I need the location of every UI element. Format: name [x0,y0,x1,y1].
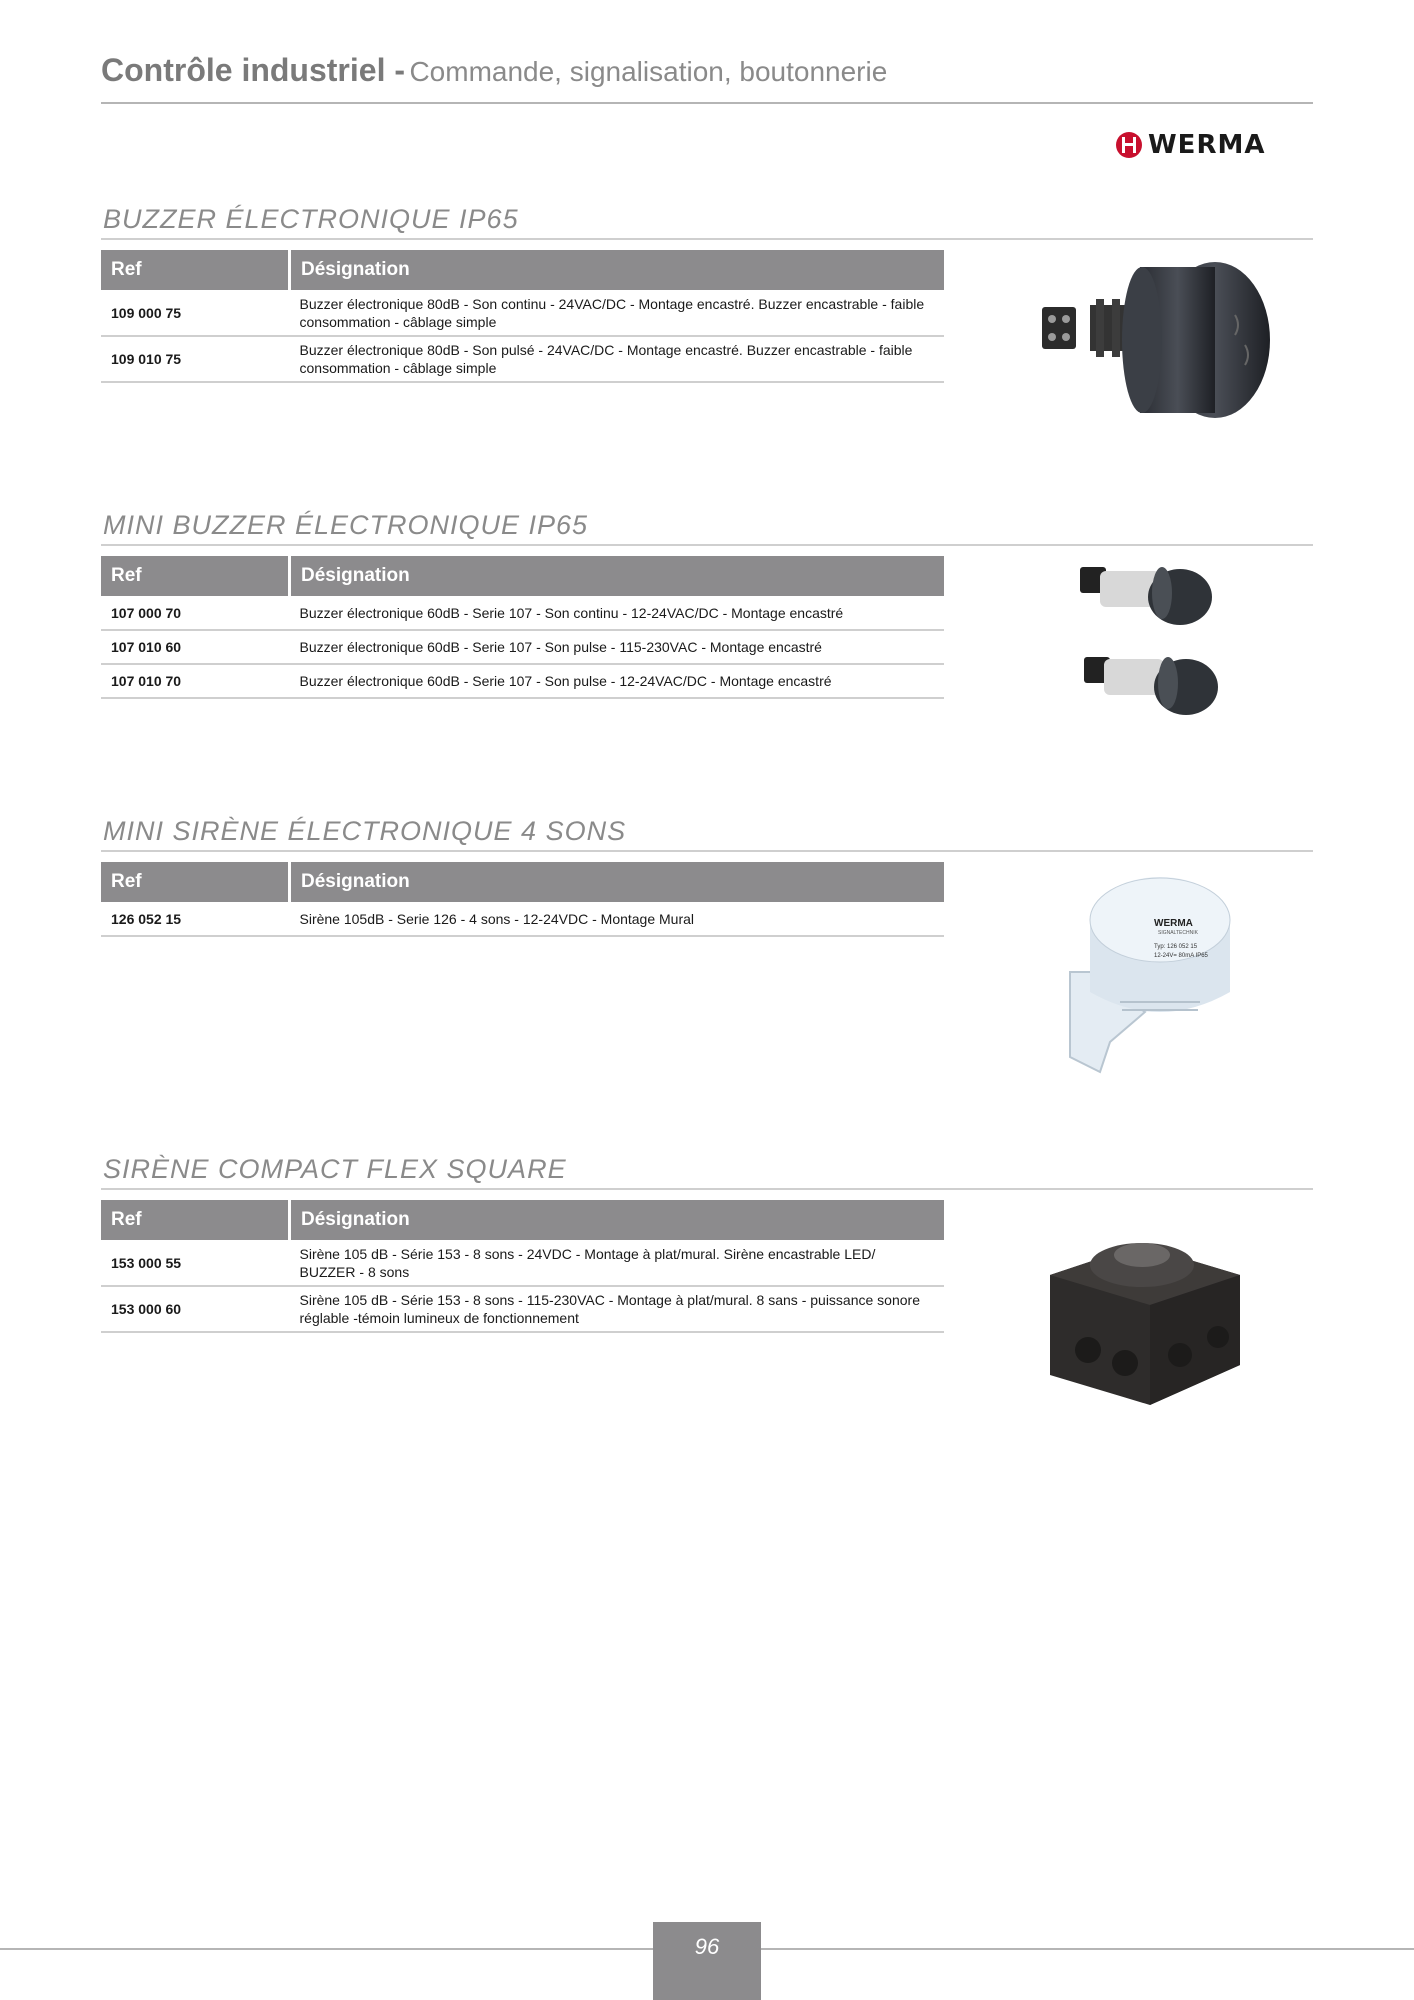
table-row [101,596,944,630]
designation-cell: Sirène 105 dB - Série 153 - 8 sons - 115-230VAC - Montage à plat/mural. 8 sans - puissance sonore réglable -témoin lumineux de fonctionnement [290,1286,945,1332]
product-table [101,556,944,699]
flex-square-photo [1030,1215,1260,1415]
section-title: BUZZER ÉLECTRONIQUE IP65 [101,200,1313,240]
photo-label-brand: WERMA [1154,918,1193,929]
designation-cell: Buzzer électronique 60dB - Serie 107 - Son pulse - 12-24VAC/DC - Montage encastré [290,664,945,698]
designation-cell: Sirène 105dB - Serie 126 - 4 sons - 12-24VDC - Montage Mural [290,902,945,936]
designation-header: Désignation [290,862,945,902]
ref-header: Ref [101,250,290,290]
section-sirene-compact-flex-square [101,1150,1313,1326]
section-title: SIRÈNE COMPACT FLEX SQUARE [101,1150,1313,1190]
page-title-sub: Commande, signalisation, boutonnerie [409,56,888,87]
ref-cell: 107 010 70 [101,664,290,698]
designation-cell: Buzzer électronique 80dB - Son pulsé - 24VAC/DC - Montage encastré. Buzzer encastrable - faible consommation - câblage simple [290,336,945,382]
table-header-row [101,862,944,902]
brand-logo [1116,130,1265,160]
page-header [101,52,1313,104]
designation-cell: Buzzer électronique 80dB - Son continu - 24VAC/DC - Montage encastré. Buzzer encastrable - faible consommation - câblage simple [290,290,945,336]
ref-cell: 109 000 75 [101,290,290,336]
page-title-main: Contrôle industriel - [101,52,405,88]
product-table [101,1200,944,1333]
table-row [101,664,944,698]
table-row [101,1240,944,1286]
ref-cell: 107 000 70 [101,596,290,630]
brand-name: WERMA [1148,130,1266,160]
mini-sirene-photo [1050,862,1240,1077]
ref-cell: 107 010 60 [101,630,290,664]
ref-cell: 153 000 55 [101,1240,290,1286]
designation-header: Désignation [290,250,945,290]
ref-cell: 109 010 75 [101,336,290,382]
werma-logo-icon [1116,132,1142,158]
ref-cell: 126 052 15 [101,902,290,936]
section-mini-buzzer-ip65 [101,506,1313,689]
product-table [101,250,944,383]
ref-header: Ref [101,1200,290,1240]
photo-label-sub: SIGNALTECHNIK [1158,930,1198,936]
product-table [101,862,944,937]
ref-header: Ref [101,556,290,596]
table-header-row [101,556,944,596]
mini-sirene-shape [1050,862,1240,1077]
designation-cell: Sirène 105 dB - Série 153 - 8 sons - 24VDC - Montage à plat/mural. Sirène encastrable LED/ BUZZER - 8 sons [290,1240,945,1286]
table-header-row [101,250,944,290]
section-title: MINI BUZZER ÉLECTRONIQUE IP65 [101,506,1313,546]
buzzer-ip65-photo [1030,255,1280,425]
photo-label-type: Typ: 126 052 15 [1154,944,1198,950]
mini-buzzer-photo [1070,555,1230,735]
designation-cell: Buzzer électronique 60dB - Serie 107 - Son continu - 12-24VAC/DC - Montage encastré [290,596,945,630]
section-buzzer-ip65 [101,200,1313,376]
page-number: 96 [653,1922,761,2000]
ref-header: Ref [101,862,290,902]
table-header-row [101,1200,944,1240]
designation-header: Désignation [290,1200,945,1240]
ref-cell: 153 000 60 [101,1286,290,1332]
photo-label-spec: 12-24V= 80mA IP65 [1154,953,1208,959]
table-row [101,336,944,382]
table-row [101,630,944,664]
table-row [101,1286,944,1332]
designation-cell: Buzzer électronique 60dB - Serie 107 - Son pulse - 115-230VAC - Montage encastré [290,630,945,664]
designation-header: Désignation [290,556,945,596]
table-row [101,902,944,936]
section-title: MINI SIRÈNE ÉLECTRONIQUE 4 SONS [101,812,1313,852]
table-row [101,290,944,336]
